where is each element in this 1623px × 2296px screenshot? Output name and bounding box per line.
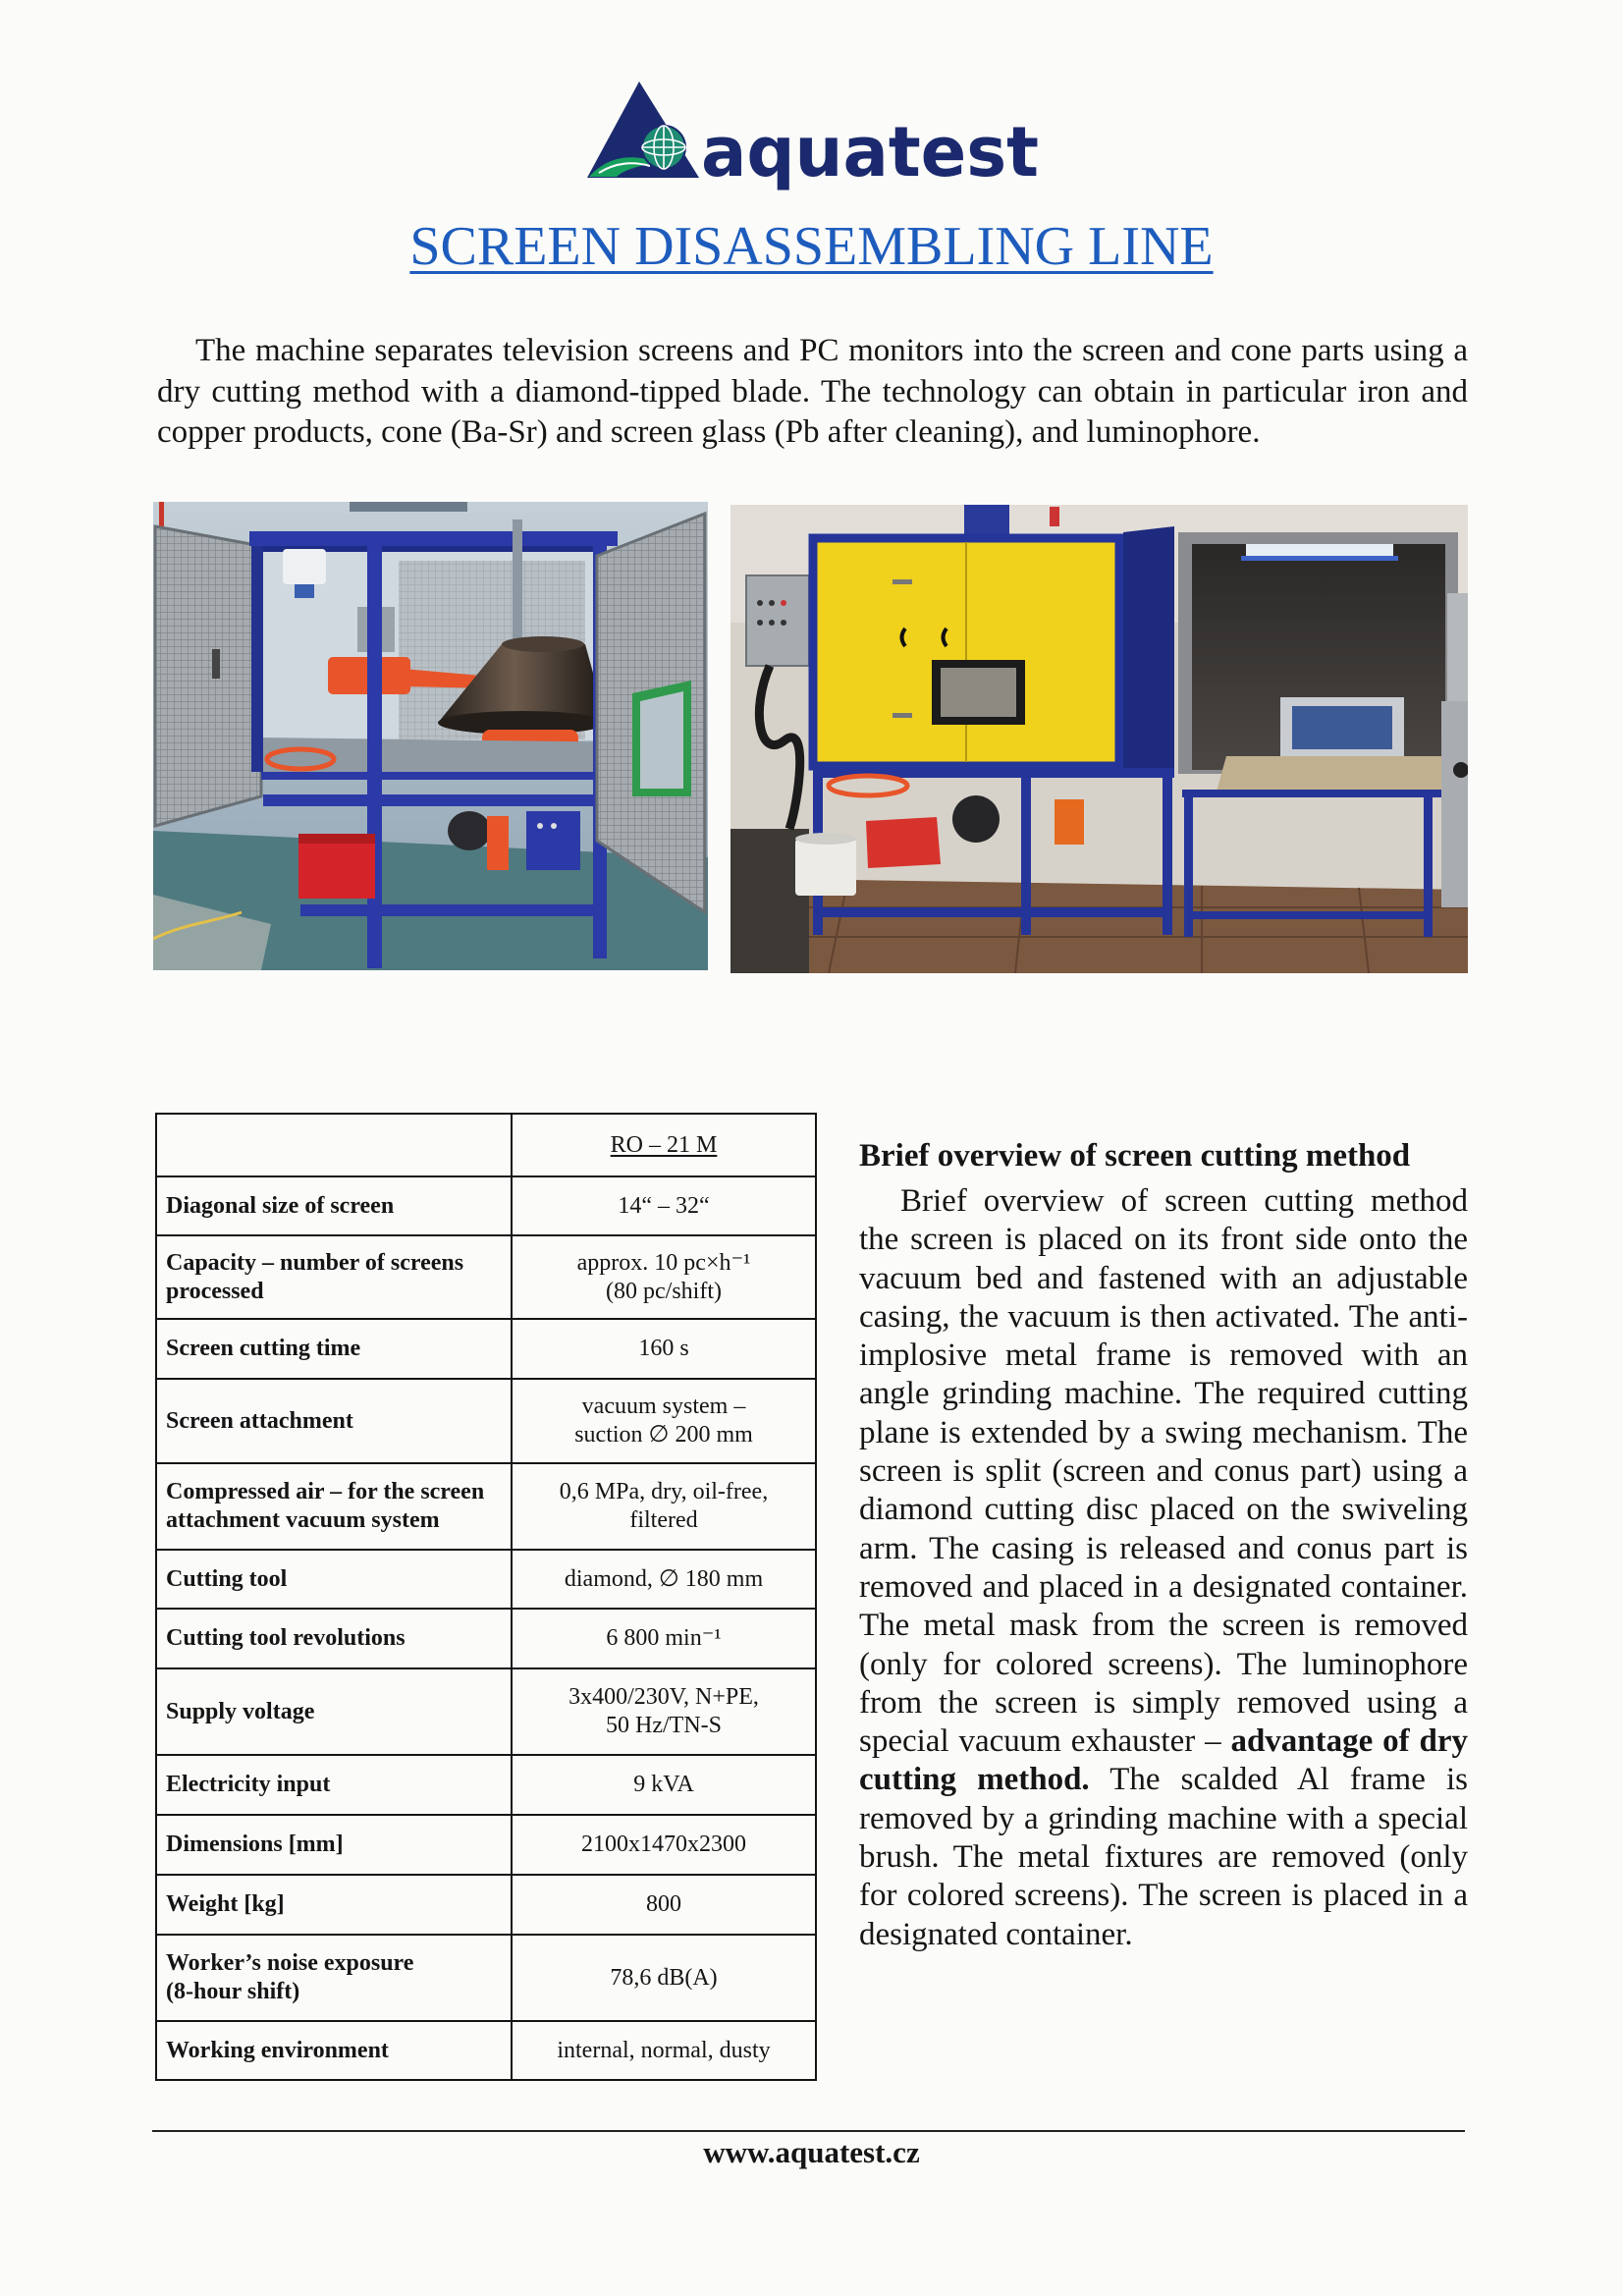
overview-paragraph bbox=[859, 1182, 1468, 1954]
spec-value: 6 800 min⁻¹ bbox=[512, 1609, 816, 1668]
spec-value: 2100x1470x2300 bbox=[512, 1815, 816, 1875]
spec-row-cutting-time bbox=[156, 1319, 816, 1379]
spec-row-capacity bbox=[156, 1235, 816, 1319]
spec-value: 3x400/230V, N+PE, 50 Hz/TN-S bbox=[512, 1668, 816, 1755]
spec-label: Working environment bbox=[156, 2021, 512, 2080]
spec-row-compressed-air bbox=[156, 1463, 816, 1550]
spec-row-supply-voltage bbox=[156, 1668, 816, 1755]
spec-value: approx. 10 pc×h⁻¹ (80 pc/shift) bbox=[512, 1235, 816, 1319]
footer-divider bbox=[152, 2130, 1465, 2132]
spec-label: Screen attachment bbox=[156, 1379, 512, 1463]
overview-text-bold: advantage of dry cutting method. bbox=[859, 1723, 1468, 1798]
spec-label: Compressed air – for the screen attachment vacuum system bbox=[156, 1463, 512, 1550]
spec-label: Capacity – number of screens processed bbox=[156, 1235, 512, 1319]
spec-row-weight bbox=[156, 1875, 816, 1935]
spec-row-dimensions bbox=[156, 1815, 816, 1875]
spec-label: Cutting tool bbox=[156, 1550, 512, 1609]
intro-paragraph: The machine separates television screens and PC monitors into the screen and cone parts using a dry cutting method with a diamond-tipped blade. The technology can obtain in particular iron and copper products, cone (Ba-Sr) and screen glass (Pb after cleaning), and luminophore. bbox=[157, 333, 1468, 451]
spec-header-row bbox=[156, 1114, 816, 1176]
overview-heading: Brief overview of screen cutting method bbox=[859, 1138, 1411, 1174]
spec-label: Diagonal size of screen bbox=[156, 1176, 512, 1235]
spec-label: Electricity input bbox=[156, 1755, 512, 1815]
spec-value: 14“ – 32“ bbox=[512, 1176, 816, 1235]
spec-label: Cutting tool revolutions bbox=[156, 1609, 512, 1668]
spec-label: Dimensions [mm] bbox=[156, 1815, 512, 1875]
spec-header-empty-cell bbox=[156, 1114, 512, 1176]
spec-value: 160 s bbox=[512, 1319, 816, 1379]
spec-row-electricity bbox=[156, 1755, 816, 1815]
spec-row-noise bbox=[156, 1935, 816, 2021]
machine-photo-closed bbox=[730, 505, 1468, 973]
spec-value: vacuum system – suction ∅ 200 mm bbox=[512, 1379, 816, 1463]
overview-text-end: The scalded Al frame is removed by a grinding machine with a special brush. The metal fixtures are removed (only for colored screens). The screen is placed in a designated container. bbox=[859, 1762, 1468, 1952]
page-title: SCREEN DISASSEMBLING LINE bbox=[409, 216, 1214, 277]
logo-globe-icon bbox=[642, 126, 685, 169]
aquatest-logo bbox=[577, 75, 1049, 196]
spec-row-attachment bbox=[156, 1379, 816, 1463]
machine-photo-open bbox=[153, 502, 708, 970]
spec-value: internal, normal, dusty bbox=[512, 2021, 816, 2080]
spec-label: Weight [kg] bbox=[156, 1875, 512, 1935]
footer-website: www.aquatest.cz bbox=[703, 2135, 920, 2169]
spec-model-header: RO – 21 M bbox=[512, 1114, 816, 1176]
spec-value: 78,6 dB(A) bbox=[512, 1935, 816, 2021]
spec-table bbox=[155, 1113, 817, 2081]
spec-value: diamond, ∅ 180 mm bbox=[512, 1550, 816, 1609]
spec-value: 800 bbox=[512, 1875, 816, 1935]
spec-label: Worker’s noise exposure (8-hour shift) bbox=[156, 1935, 512, 2021]
spec-label: Screen cutting time bbox=[156, 1319, 512, 1379]
spec-row-environment bbox=[156, 2021, 816, 2080]
logo-wordmark: aquatest bbox=[701, 112, 1039, 192]
spec-label: Supply voltage bbox=[156, 1668, 512, 1755]
spec-row-diagonal bbox=[156, 1176, 816, 1235]
overview-text-start: Brief overview of screen cutting method the screen is placed on its front side onto the vacuum bed and fastened with an adjustable casing, the vacuum is then activated. The anti-implosive metal frame is removed with an angle grinding machine. The required cutting plane is extended by a swing mechanism. The screen is split (screen and conus part) using a diamond cutting disc placed on the swiveling arm. The casing is released and conus part is removed and placed in a designated container. The metal mask from the screen is removed (only for colored screens). The luminophore from the screen is simply removed using a special vacuum exhauster – bbox=[859, 1183, 1468, 1760]
spec-row-cutting-tool bbox=[156, 1550, 816, 1609]
spec-value: 9 kVA bbox=[512, 1755, 816, 1815]
spec-value: 0,6 MPa, dry, oil-free, filtered bbox=[512, 1463, 816, 1550]
spec-row-revolutions bbox=[156, 1609, 816, 1668]
